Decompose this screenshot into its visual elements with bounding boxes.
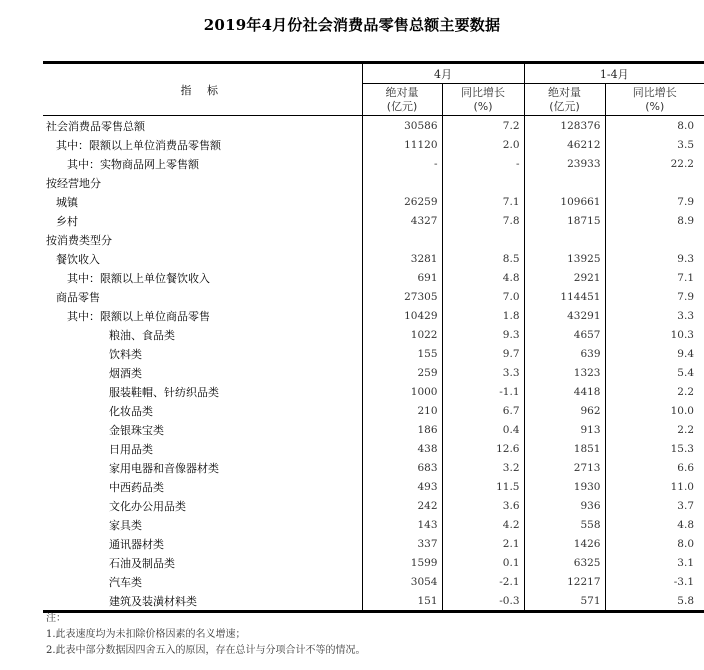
table-row <box>43 211 704 230</box>
april-absolute-value: 3281 <box>362 249 442 268</box>
table-row <box>43 420 704 439</box>
yoy-label: 同比增长 <box>632 85 677 99</box>
ytd-absolute-value: 1323 <box>524 363 605 382</box>
ytd-absolute-value: 4418 <box>524 382 605 401</box>
april-absolute-value: - <box>362 154 442 173</box>
ytd-yoy-value: 11.0 <box>670 480 694 493</box>
april-yoy-value <box>442 173 524 192</box>
abs-label: 绝对量 <box>385 85 419 99</box>
ytd-absolute-value: 2921 <box>524 268 605 287</box>
table-row <box>43 344 704 363</box>
row-label: 金银珠宝类 <box>43 420 362 439</box>
table-row <box>43 477 704 496</box>
april-absolute-value: 186 <box>362 420 442 439</box>
ytd-absolute-value: 571 <box>524 591 605 612</box>
april-absolute-value: 683 <box>362 458 442 477</box>
april-yoy-value: 3.3 <box>442 363 524 382</box>
row-label: 按消费类型分 <box>43 230 362 249</box>
table-row <box>43 135 704 154</box>
row-label: 中西药品类 <box>43 477 362 496</box>
april-absolute-value <box>362 230 442 249</box>
april-yoy-value: 7.0 <box>442 287 524 306</box>
april-absolute-value: 1000 <box>362 382 442 401</box>
table-row <box>43 534 704 553</box>
row-label: 汽车类 <box>43 572 362 591</box>
table-row <box>43 458 704 477</box>
row-label: 家用电器和音像器材类 <box>43 458 362 477</box>
table-row <box>43 306 704 325</box>
ytd-yoy-value: 2.2 <box>677 385 694 398</box>
row-label: 按经营地分 <box>43 173 362 192</box>
april-yoy-value: 7.1 <box>442 192 524 211</box>
april-yoy-value: 7.8 <box>442 211 524 230</box>
april-yoy-value: 2.1 <box>442 534 524 553</box>
row-label: 乡村 <box>43 211 362 230</box>
row-label: 家具类 <box>43 515 362 534</box>
april-yoy-value: 9.3 <box>442 325 524 344</box>
header-group-jan-apr: 1-4月 <box>524 63 704 84</box>
row-label: 化妆品类 <box>43 401 362 420</box>
april-absolute-value: 1599 <box>362 553 442 572</box>
row-label: 建筑及装潢材料类 <box>43 591 362 612</box>
april-yoy-value: - <box>442 154 524 173</box>
ytd-absolute-value: 18715 <box>524 211 605 230</box>
april-yoy-value: 4.8 <box>442 268 524 287</box>
ytd-absolute-value: 13925 <box>524 249 605 268</box>
table-body <box>43 116 704 612</box>
april-yoy-value: 9.7 <box>442 344 524 363</box>
april-yoy-value <box>442 230 524 249</box>
row-label: 饮料类 <box>43 344 362 363</box>
april-absolute-value: 438 <box>362 439 442 458</box>
april-absolute-value: 493 <box>362 477 442 496</box>
notes-heading: 注： <box>46 613 66 624</box>
april-absolute-value: 151 <box>362 591 442 612</box>
april-yoy-value: -0.3 <box>442 591 524 612</box>
row-label: 其中：限额以上单位餐饮收入 <box>43 268 362 287</box>
ytd-yoy-value: 8.9 <box>677 214 694 227</box>
ytd-absolute-value: 4657 <box>524 325 605 344</box>
table-row <box>43 496 704 515</box>
table-row <box>43 363 704 382</box>
ytd-yoy-value: 8.0 <box>677 537 694 550</box>
april-absolute-value: 10429 <box>362 306 442 325</box>
april-yoy-value: 12.6 <box>442 439 524 458</box>
row-label: 其中：实物商品网上零售额 <box>43 154 362 173</box>
header-row-groups <box>43 63 704 84</box>
row-label: 粮油、食品类 <box>43 325 362 344</box>
april-absolute-value: 11120 <box>362 135 442 154</box>
ytd-absolute-value: 12217 <box>524 572 605 591</box>
ytd-yoy-value: 4.8 <box>677 518 694 531</box>
ytd-yoy-value: 6.6 <box>677 461 694 474</box>
ytd-absolute-value: 639 <box>524 344 605 363</box>
ytd-yoy-value: 22.2 <box>670 157 694 170</box>
april-absolute-value: 242 <box>362 496 442 515</box>
retail-sales-table <box>43 61 704 613</box>
header-april-yoy <box>442 84 524 116</box>
april-yoy-value: 3.2 <box>442 458 524 477</box>
ytd-absolute-value: 128376 <box>524 116 605 136</box>
april-absolute-value: 26259 <box>362 192 442 211</box>
april-absolute-value: 259 <box>362 363 442 382</box>
note-1: 1.此表速度均为未扣除价格因素的名义增速； <box>46 629 246 640</box>
ytd-yoy-value: 3.7 <box>677 499 694 512</box>
ytd-absolute-value: 936 <box>524 496 605 515</box>
yoy-unit: (%) <box>473 99 493 113</box>
row-label: 服装鞋帽、针纺织品类 <box>43 382 362 401</box>
table-row <box>43 382 704 401</box>
table-row <box>43 553 704 572</box>
table-row <box>43 325 704 344</box>
table-row <box>43 572 704 591</box>
ytd-yoy-value: 8.0 <box>677 119 694 132</box>
ytd-absolute-value: 43291 <box>524 306 605 325</box>
table-row <box>43 268 704 287</box>
ytd-yoy-value: 3.1 <box>677 556 694 569</box>
ytd-yoy-value: 7.9 <box>677 195 694 208</box>
table-row <box>43 591 704 612</box>
ytd-yoy-value: 5.8 <box>605 591 704 612</box>
row-label: 日用品类 <box>43 439 362 458</box>
ytd-yoy-value <box>605 230 704 249</box>
april-yoy-value: 11.5 <box>442 477 524 496</box>
april-yoy-value: 3.6 <box>442 496 524 515</box>
table-row <box>43 439 704 458</box>
ytd-yoy-value: 9.4 <box>677 347 694 360</box>
ytd-absolute-value: 6325 <box>524 553 605 572</box>
header-ytd-yoy <box>605 84 704 116</box>
ytd-yoy-value: 3.3 <box>677 309 694 322</box>
ytd-yoy-value: 3.5 <box>677 138 694 151</box>
row-label: 其中：限额以上单位消费品零售额 <box>43 135 362 154</box>
header-indicator: 指 标 <box>43 63 362 116</box>
ytd-yoy-value: -3.1 <box>673 575 694 588</box>
table-row <box>43 192 704 211</box>
header-ytd-absolute <box>524 84 605 116</box>
yoy-unit: (%) <box>645 99 665 113</box>
ytd-absolute-value <box>524 230 605 249</box>
april-absolute-value: 3054 <box>362 572 442 591</box>
header-group-april: 4月 <box>362 63 524 84</box>
april-yoy-value: -2.1 <box>442 572 524 591</box>
table-row <box>43 249 704 268</box>
row-label: 通讯器材类 <box>43 534 362 553</box>
ytd-yoy-value: 5.4 <box>677 366 694 379</box>
april-yoy-value: 1.8 <box>442 306 524 325</box>
row-label: 餐饮收入 <box>43 249 362 268</box>
header-april-absolute <box>362 84 442 116</box>
ytd-absolute-value: 23933 <box>524 154 605 173</box>
notes <box>46 611 366 659</box>
ytd-absolute-value: 962 <box>524 401 605 420</box>
april-yoy-value: 7.2 <box>442 116 524 136</box>
april-yoy-value: -1.1 <box>442 382 524 401</box>
table-row <box>43 401 704 420</box>
table-row <box>43 173 704 192</box>
ytd-yoy-value: 2.2 <box>677 423 694 436</box>
april-absolute-value: 691 <box>362 268 442 287</box>
april-absolute-value: 27305 <box>362 287 442 306</box>
page-title: 2019年4月份社会消费品零售总额主要数据 <box>203 16 501 34</box>
april-yoy-value: 0.4 <box>442 420 524 439</box>
april-yoy-value: 8.5 <box>442 249 524 268</box>
abs-label: 绝对量 <box>548 85 581 99</box>
ytd-yoy-value: 15.3 <box>670 442 694 455</box>
row-label: 烟酒类 <box>43 363 362 382</box>
row-label: 商品零售 <box>43 287 362 306</box>
row-label: 文化办公用品类 <box>43 496 362 515</box>
ytd-yoy-value: 10.0 <box>670 404 694 417</box>
april-yoy-value: 2.0 <box>442 135 524 154</box>
ytd-yoy-value: 7.9 <box>677 290 694 303</box>
ytd-yoy-value: 7.1 <box>677 271 694 284</box>
table-row <box>43 116 704 136</box>
row-label: 城镇 <box>43 192 362 211</box>
row-label: 石油及制品类 <box>43 553 362 572</box>
note-2: 2.此表中部分数据因四舍五入的原因，存在总计与分项合计不等的情况。 <box>46 645 366 656</box>
row-label: 社会消费品零售总额 <box>43 116 362 136</box>
ytd-absolute-value: 1851 <box>524 439 605 458</box>
ytd-yoy-value <box>605 173 704 192</box>
april-yoy-value: 4.2 <box>442 515 524 534</box>
ytd-yoy-value: 10.3 <box>670 328 694 341</box>
yoy-label: 同比增长 <box>461 85 505 99</box>
ytd-absolute-value: 1930 <box>524 477 605 496</box>
table-row <box>43 287 704 306</box>
april-yoy-value: 0.1 <box>442 553 524 572</box>
april-absolute-value: 337 <box>362 534 442 553</box>
table-row <box>43 515 704 534</box>
ytd-absolute-value: 558 <box>524 515 605 534</box>
april-yoy-value: 6.7 <box>442 401 524 420</box>
row-label: 其中：限额以上单位商品零售 <box>43 306 362 325</box>
april-absolute-value: 143 <box>362 515 442 534</box>
ytd-absolute-value: 913 <box>524 420 605 439</box>
ytd-absolute-value: 1426 <box>524 534 605 553</box>
abs-unit: (亿元) <box>549 99 580 113</box>
april-absolute-value <box>362 173 442 192</box>
ytd-absolute-value <box>524 173 605 192</box>
abs-unit: (亿元) <box>386 99 418 113</box>
april-absolute-value: 210 <box>362 401 442 420</box>
table-row <box>43 230 704 249</box>
ytd-absolute-value: 2713 <box>524 458 605 477</box>
ytd-absolute-value: 109661 <box>524 192 605 211</box>
april-absolute-value: 1022 <box>362 325 442 344</box>
april-absolute-value: 30586 <box>362 116 442 136</box>
april-absolute-value: 155 <box>362 344 442 363</box>
april-absolute-value: 4327 <box>362 211 442 230</box>
ytd-absolute-value: 46212 <box>524 135 605 154</box>
table-row <box>43 154 704 173</box>
ytd-absolute-value: 114451 <box>524 287 605 306</box>
ytd-yoy-value: 9.3 <box>677 252 694 265</box>
